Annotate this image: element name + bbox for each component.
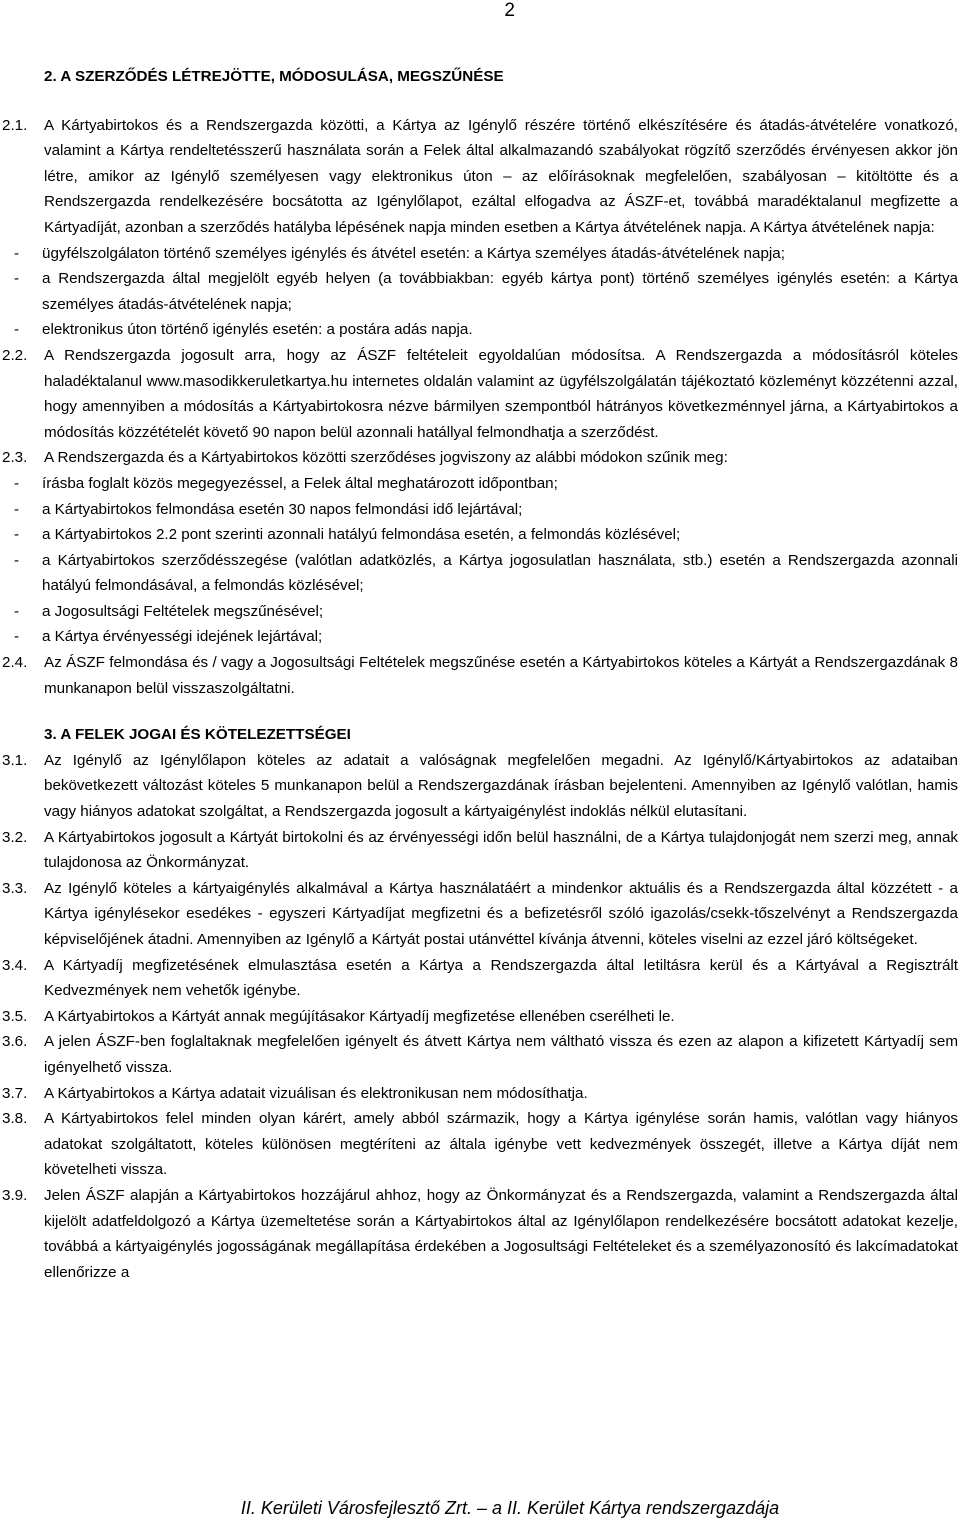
paragraph-text: Jelen ÁSZF alapján a Kártyabirtokos hozzájárul ahhoz, hogy az Önkormányzat és a Rendszergazda, valamint a Rendszergazda által kijelölt adatfeldolgozó a Kártya üzemeltetése során a Kártyabirtokos által az Igénylőlapon rendelkezésére bocsátott adatokat kezelje, továbbá a kártyaigénylés jogosságának megállapítása érdekében a Jogosultsági Feltételeket és a személyazonosító és lakcímadatokat ellenőrizze a — [44, 1186, 958, 1281]
paragraph-text: A Rendszergazda jogosult arra, hogy az ÁSZF feltételeit egyoldalúan módosítsa. A Rendszergazda a módosításról köteles haladéktalanul www.masodikkeruletkartya.hu internetes oldalán valamint az ügyfélszolgálatán tájékoztató közleményt közzétenni azzal, hogy amennyiben a módosítás a Kártyabirtokosra nézve bármilyen szempontból hátrányos következménnyel járna, a Kártyabirtokos a módosítás közzétételét követő 90 napon belül azonnali hatállyal felmondhatja a szerződést. — [44, 346, 958, 441]
paragraph-text: Az Igénylő köteles a kártyaigénylés alkalmával a Kártya használatáért a mindenkor aktuális és a Rendszergazda által közzétett - a Kártya igénylésekor esedékes - egyszeri Kártyadíjat megfizetni és a befizetésről szóló igazolás/csekk-tőszelvényt a Rendszergazda képviselőjének átadni. Amennyiben az Igénylő a Kártyát postai utánvéttel kívánja átvenni, köteles viselni az ezzel járó költségeket. — [44, 879, 958, 948]
paragraph-number: 3.6. — [2, 1033, 28, 1051]
paragraph-text: A Kártyabirtokos és a Rendszergazda közötti, a Kártya az Igénylő részére történő elkészítésére és átadás-átvételére vonatkozó, valamint a Kártya rendeltetésszerű használata során a Felek által alkalmazandó szabályokat rögzítő szerződés érvényesen akkor jön létre, amikor az Igénylő személyesen vagy elektronikus úton – az előírásoknak megfelelően, szabályosan – kitöltötte és a Rendszergazda rendelkezésére bocsátotta az Igénylőlapot, ezáltal elfogadva az ÁSZF-et, továbbá maradéktalanul megfizette a Kártyadíját, azonban a szerződés hatályba lépésének napja minden esetben a Kártya átvételének napja. A Kártya átvételének napja: — [44, 116, 958, 236]
paragraph-number: 3.2. — [2, 828, 28, 846]
paragraph-text: Az ÁSZF felmondása és / vagy a Jogosultsági Feltételek megszűnése esetén a Kártyabirtokos köteles a Kártyát a Rendszergazdának 8 munkanapon belül visszaszolgáltatni. — [44, 654, 958, 697]
document-body — [0, 64, 960, 1285]
paragraph-number: 3.1. — [2, 751, 28, 769]
page-footer: II. Kerületi Városfejlesztő Zrt. – a II. Kerület Kártya rendszergazdája — [240, 1498, 780, 1518]
paragraph-text: Az Igénylő az Igénylőlapon köteles az adatait a valóságnak megfelelően megadni. Az Igénylő/Kártyabirtokos az adataiban bekövetkezett változást köteles 5 munkanapon belül a Rendszergazdának írásban bejelenteni. Amennyiben az Igénylő valótlan, hamis vagy hiányos adatokat szolgáltat, a Rendszergazda jogosult a kártyaigénylést indoklás nélkül elutasítani. — [44, 751, 958, 821]
paragraph-text: A Rendszergazda és a Kártyabirtokos közötti szerződéses jogviszony az alábbi módokon szűnik meg: — [44, 449, 728, 467]
paragraph-3-1 — [0, 748, 960, 825]
paragraph-text: A Kártyabirtokos jogosult a Kártyát birtokolni és az érvényességi időn belül használni, de a Kártya tulajdonjogát nem szerzi meg, annak tulajdonosa az Önkormányzat. — [44, 828, 958, 872]
list-item: - a Kártyabirtokos felmondása esetén 30 napos felmondási idő lejártával; — [14, 500, 523, 518]
page-number: 2 — [504, 0, 515, 21]
paragraph-number: 2.1. — [2, 116, 28, 134]
paragraph-number: 2.2. — [2, 346, 28, 364]
paragraph-2-4 — [0, 650, 960, 701]
paragraph-2-2 — [0, 343, 960, 445]
paragraph-number: 3.8. — [2, 1110, 28, 1128]
paragraph-2-3 — [0, 445, 960, 650]
paragraph-number: 3.5. — [2, 1007, 28, 1025]
paragraph-number: 2.4. — [2, 654, 28, 672]
paragraph-2-1 — [0, 113, 960, 343]
paragraph-3-6 — [0, 1029, 960, 1080]
paragraph-text: A Kártyadíj megfizetésének elmulasztása esetén a Kártya a Rendszergazda által letiltásra kerül és a Kártyával a Regisztrált Kedvezmények nem vehetők igénybe. — [44, 956, 958, 1000]
paragraph-3-4 — [0, 953, 960, 1004]
list-item: - a Rendszergazda által megjelölt egyéb helyen (a továbbiakban: egyéb kártya pont) történő személyes igénylés esetén: a Kártya személyes átadás-átvételének napja; — [14, 270, 958, 313]
list-item: - a Kártyabirtokos 2.2 pont szerinti azonnali hatályú felmondása esetén, a felmondás közlésével; — [14, 526, 681, 544]
termination-list — [14, 471, 958, 650]
paragraph-3-3 — [0, 876, 960, 953]
list-item: - írásba foglalt közös megegyezéssel, a Felek által meghatározott időpontban; — [14, 474, 558, 492]
section-3-heading: 3. A FELEK JOGAI ÉS KÖTELEZETTSÉGEI — [44, 726, 351, 744]
list-item: - ügyfélszolgálaton történő személyes igénylés és átvétel esetén: a Kártya személyes átadás-átvételének napja; — [14, 244, 785, 262]
paragraph-3-8 — [0, 1106, 960, 1183]
list-item: - a Kártya érvényességi idejének lejártával; — [14, 628, 323, 646]
paragraph-number: 2.3. — [2, 449, 28, 467]
paragraph-3-9 — [0, 1183, 960, 1285]
paragraph-text: A jelen ÁSZF-ben foglaltaknak megfelelően igényelt és átvett Kártya nem váltható vissza és ezen az alapon a kifizetett Kártyadíj sem igényelhető vissza. — [44, 1033, 958, 1076]
paragraph-number: 3.4. — [2, 956, 28, 974]
paragraph-3-2 — [0, 825, 960, 876]
paragraph-text: A Kártyabirtokos felel minden olyan kárért, amely abból származik, hogy a Kártya igénylése során hamis, valótlan vagy hiányos adatokat szolgáltatott, köteles különösen megtéríteni az általa igénybe vett kedvezmények összegét, illetve a Kártya díját nem követelheti vissza. — [44, 1110, 958, 1179]
list-item: - a Jogosultsági Feltételek megszűnésével; — [14, 602, 324, 620]
paragraph-number: 3.3. — [2, 879, 28, 897]
paragraph-text: A Kártyabirtokos a Kártya adatait vizuálisan és elektronikusan nem módosíthatja. — [44, 1084, 588, 1102]
paragraph-3-7 — [0, 1081, 960, 1107]
list-item: - elektronikus úton történő igénylés esetén: a postára adás napja. — [14, 321, 473, 339]
paragraph-3-5 — [0, 1004, 960, 1030]
paragraph-number: 3.9. — [2, 1186, 28, 1204]
section-2-heading: 2. A SZERZŐDÉS LÉTREJÖTTE, MÓDOSULÁSA, MEGSZŰNÉSE — [44, 68, 504, 85]
list-item: - a Kártyabirtokos szerződésszegése (valótlan adatközlés, a Kártya jogosulatlan használata, stb.) esetén a Rendszergazda azonnali hatályú felmondásával, a felmondás közlésével; — [14, 551, 958, 595]
delivery-date-list — [14, 241, 958, 343]
paragraph-number: 3.7. — [2, 1084, 28, 1102]
paragraph-text: A Kártyabirtokos a Kártyát annak megújításakor Kártyadíj megfizetése ellenében cserélheti le. — [44, 1007, 675, 1025]
